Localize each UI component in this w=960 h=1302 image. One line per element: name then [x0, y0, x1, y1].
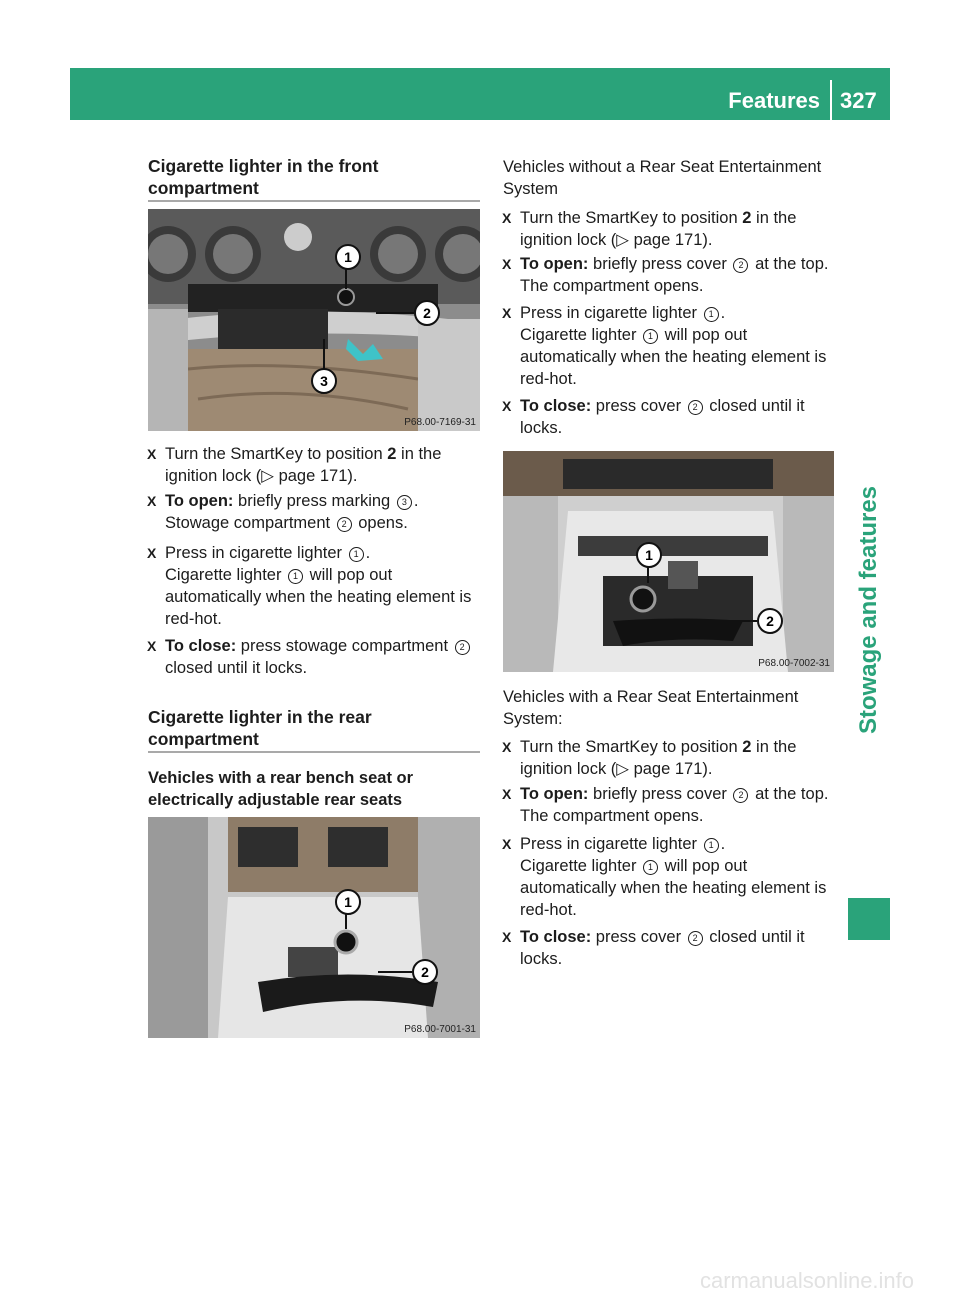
step-text: Cigarette lighter	[520, 326, 642, 344]
step-list-item	[502, 207, 860, 251]
image-code: P68.00-7001-31	[404, 1024, 476, 1035]
step-text: .	[720, 304, 726, 322]
sub-title-line2: electrically adjustable rear seats	[148, 791, 403, 809]
callout-ref: 2	[455, 640, 470, 655]
step-marker: X	[147, 446, 157, 462]
step-text: press stowage compartment	[236, 637, 453, 655]
front-console-image	[148, 209, 480, 431]
step-list-item	[502, 253, 860, 297]
step-text: automatically when the heating element is	[520, 348, 827, 366]
step-text: will pop out	[305, 566, 393, 584]
step-bold: To open:	[520, 255, 589, 273]
step-text: .	[720, 835, 726, 853]
callout-3: 3	[320, 373, 328, 389]
page-reference[interactable]: ignition lock (▷ page 171).	[165, 467, 358, 485]
section-title-front-line2: compartment	[148, 178, 259, 198]
callout-ref: 1	[643, 329, 658, 344]
step-text: automatically when the heating element is	[520, 879, 827, 897]
callout-ref: 2	[733, 258, 748, 273]
intro-without-rse	[503, 156, 821, 200]
image-code: P68.00-7169-31	[404, 417, 476, 428]
section-title-rear-line2: compartment	[148, 729, 259, 749]
step-bold: 2	[742, 738, 752, 756]
section-title-rear	[148, 706, 372, 750]
step-marker: X	[147, 493, 157, 509]
chapter-title: Features	[728, 88, 820, 113]
step-text: Turn the SmartKey to position	[520, 209, 743, 227]
callout-ref: 1	[349, 547, 364, 562]
step-text: briefly press marking	[233, 492, 395, 510]
section-title-front-line1: Cigarette lighter in the front	[148, 156, 379, 176]
step-marker: X	[502, 398, 512, 414]
callout-ref: 2	[733, 788, 748, 803]
step-marker: X	[502, 210, 512, 226]
section-rule-rear	[148, 751, 480, 753]
step-text: press cover	[591, 928, 686, 946]
step-marker: X	[502, 786, 512, 802]
step-marker: X	[147, 545, 157, 561]
page-reference[interactable]: ignition lock (▷ page 171).	[520, 231, 713, 249]
step-list-item	[147, 635, 505, 679]
step-text: Stowage compartment	[165, 514, 335, 532]
step-text: The compartment opens.	[520, 277, 704, 295]
callout-1: 1	[344, 249, 352, 265]
step-text: automatically when the heating element is	[165, 588, 472, 606]
step-text: red-hot.	[520, 901, 577, 919]
step-list-item	[502, 395, 860, 439]
step-marker: X	[502, 929, 512, 945]
step-marker: X	[502, 305, 512, 321]
step-list-item	[502, 783, 860, 827]
step-text: Press in cigarette lighter	[520, 835, 702, 853]
step-text: Cigarette lighter	[520, 857, 642, 875]
callout-2: 2	[421, 964, 429, 980]
step-text: Press in cigarette lighter	[520, 304, 702, 322]
step-text: will pop out	[660, 326, 748, 344]
callout-1: 1	[344, 894, 352, 910]
callout-2: 2	[766, 613, 774, 629]
step-list-item	[502, 926, 860, 970]
step-text: red-hot.	[165, 610, 222, 628]
page-reference[interactable]: ignition lock (▷ page 171).	[520, 760, 713, 778]
step-text: Turn the SmartKey to position	[520, 738, 743, 756]
step-marker: X	[147, 638, 157, 654]
step-bold: 2	[387, 445, 397, 463]
step-list-item	[147, 443, 505, 487]
step-text: Turn the SmartKey to position	[165, 445, 388, 463]
step-bold: To close:	[520, 397, 592, 415]
step-text: closed until it locks.	[165, 659, 308, 677]
step-bold: 2	[742, 209, 752, 227]
image-code: P68.00-7002-31	[758, 658, 830, 669]
callout-ref: 3	[397, 495, 412, 510]
page-number: 327	[840, 88, 877, 113]
callout-ref: 1	[704, 838, 719, 853]
callout-ref: 1	[643, 860, 658, 875]
callout-1: 1	[645, 547, 653, 563]
callout-ref: 2	[337, 517, 352, 532]
section-title-rear-line1: Cigarette lighter in the rear	[148, 707, 372, 727]
step-marker: X	[502, 739, 512, 755]
rear-bench-image	[148, 817, 480, 1038]
step-marker: X	[502, 836, 512, 852]
step-list-item	[502, 302, 860, 390]
sub-title-rear-bench	[148, 767, 413, 811]
step-bold: To close:	[165, 637, 237, 655]
step-bold: To open:	[520, 785, 589, 803]
callout-ref: 2	[688, 400, 703, 415]
intro-line2: System	[503, 180, 559, 198]
step-text: Press in cigarette lighter	[165, 544, 347, 562]
callout-ref: 2	[688, 931, 703, 946]
step-text: Cigarette lighter	[165, 566, 287, 584]
step-text: .	[413, 492, 419, 510]
footer-watermark: carmanualsonline.info	[700, 1268, 915, 1293]
callout-2: 2	[423, 305, 431, 321]
step-bold: To close:	[520, 928, 592, 946]
step-text: red-hot.	[520, 370, 577, 388]
step-text: briefly press cover	[588, 785, 732, 803]
step-text: .	[365, 544, 371, 562]
step-list-item	[147, 490, 505, 534]
step-text: at the top.	[750, 255, 829, 273]
step-list-item	[502, 736, 860, 780]
step-text: closed until it	[704, 397, 805, 415]
intro-line1: Vehicles with a Rear Seat Entertainment	[503, 688, 799, 706]
step-text: in the	[751, 738, 797, 756]
sub-title-line1: Vehicles with a rear bench seat or	[148, 769, 414, 787]
step-text: will pop out	[660, 857, 748, 875]
step-text: in the	[751, 209, 797, 227]
intro-with-rse	[503, 686, 798, 730]
step-text: press cover	[591, 397, 686, 415]
step-text: in the	[396, 445, 442, 463]
callout-ref: 1	[704, 307, 719, 322]
side-tab-label: Stowage and features	[855, 485, 882, 735]
step-text: closed until it	[704, 928, 805, 946]
callout-ref: 1	[288, 569, 303, 584]
section-rule-front	[148, 200, 480, 202]
intro-line1: Vehicles without a Rear Seat Entertainment	[503, 158, 822, 176]
intro-line2: System:	[503, 710, 563, 728]
step-list-item	[502, 833, 860, 921]
step-text: locks.	[520, 419, 563, 437]
step-marker: X	[502, 256, 512, 272]
step-bold: To open:	[165, 492, 234, 510]
step-text: at the top.	[750, 785, 829, 803]
step-list-item	[147, 542, 505, 630]
step-text: The compartment opens.	[520, 807, 704, 825]
step-text: briefly press cover	[588, 255, 732, 273]
rear-without-rse-image	[503, 451, 834, 672]
step-text: locks.	[520, 950, 563, 968]
step-text: opens.	[353, 514, 408, 532]
header-divider	[830, 80, 832, 120]
section-title-front	[148, 155, 378, 199]
